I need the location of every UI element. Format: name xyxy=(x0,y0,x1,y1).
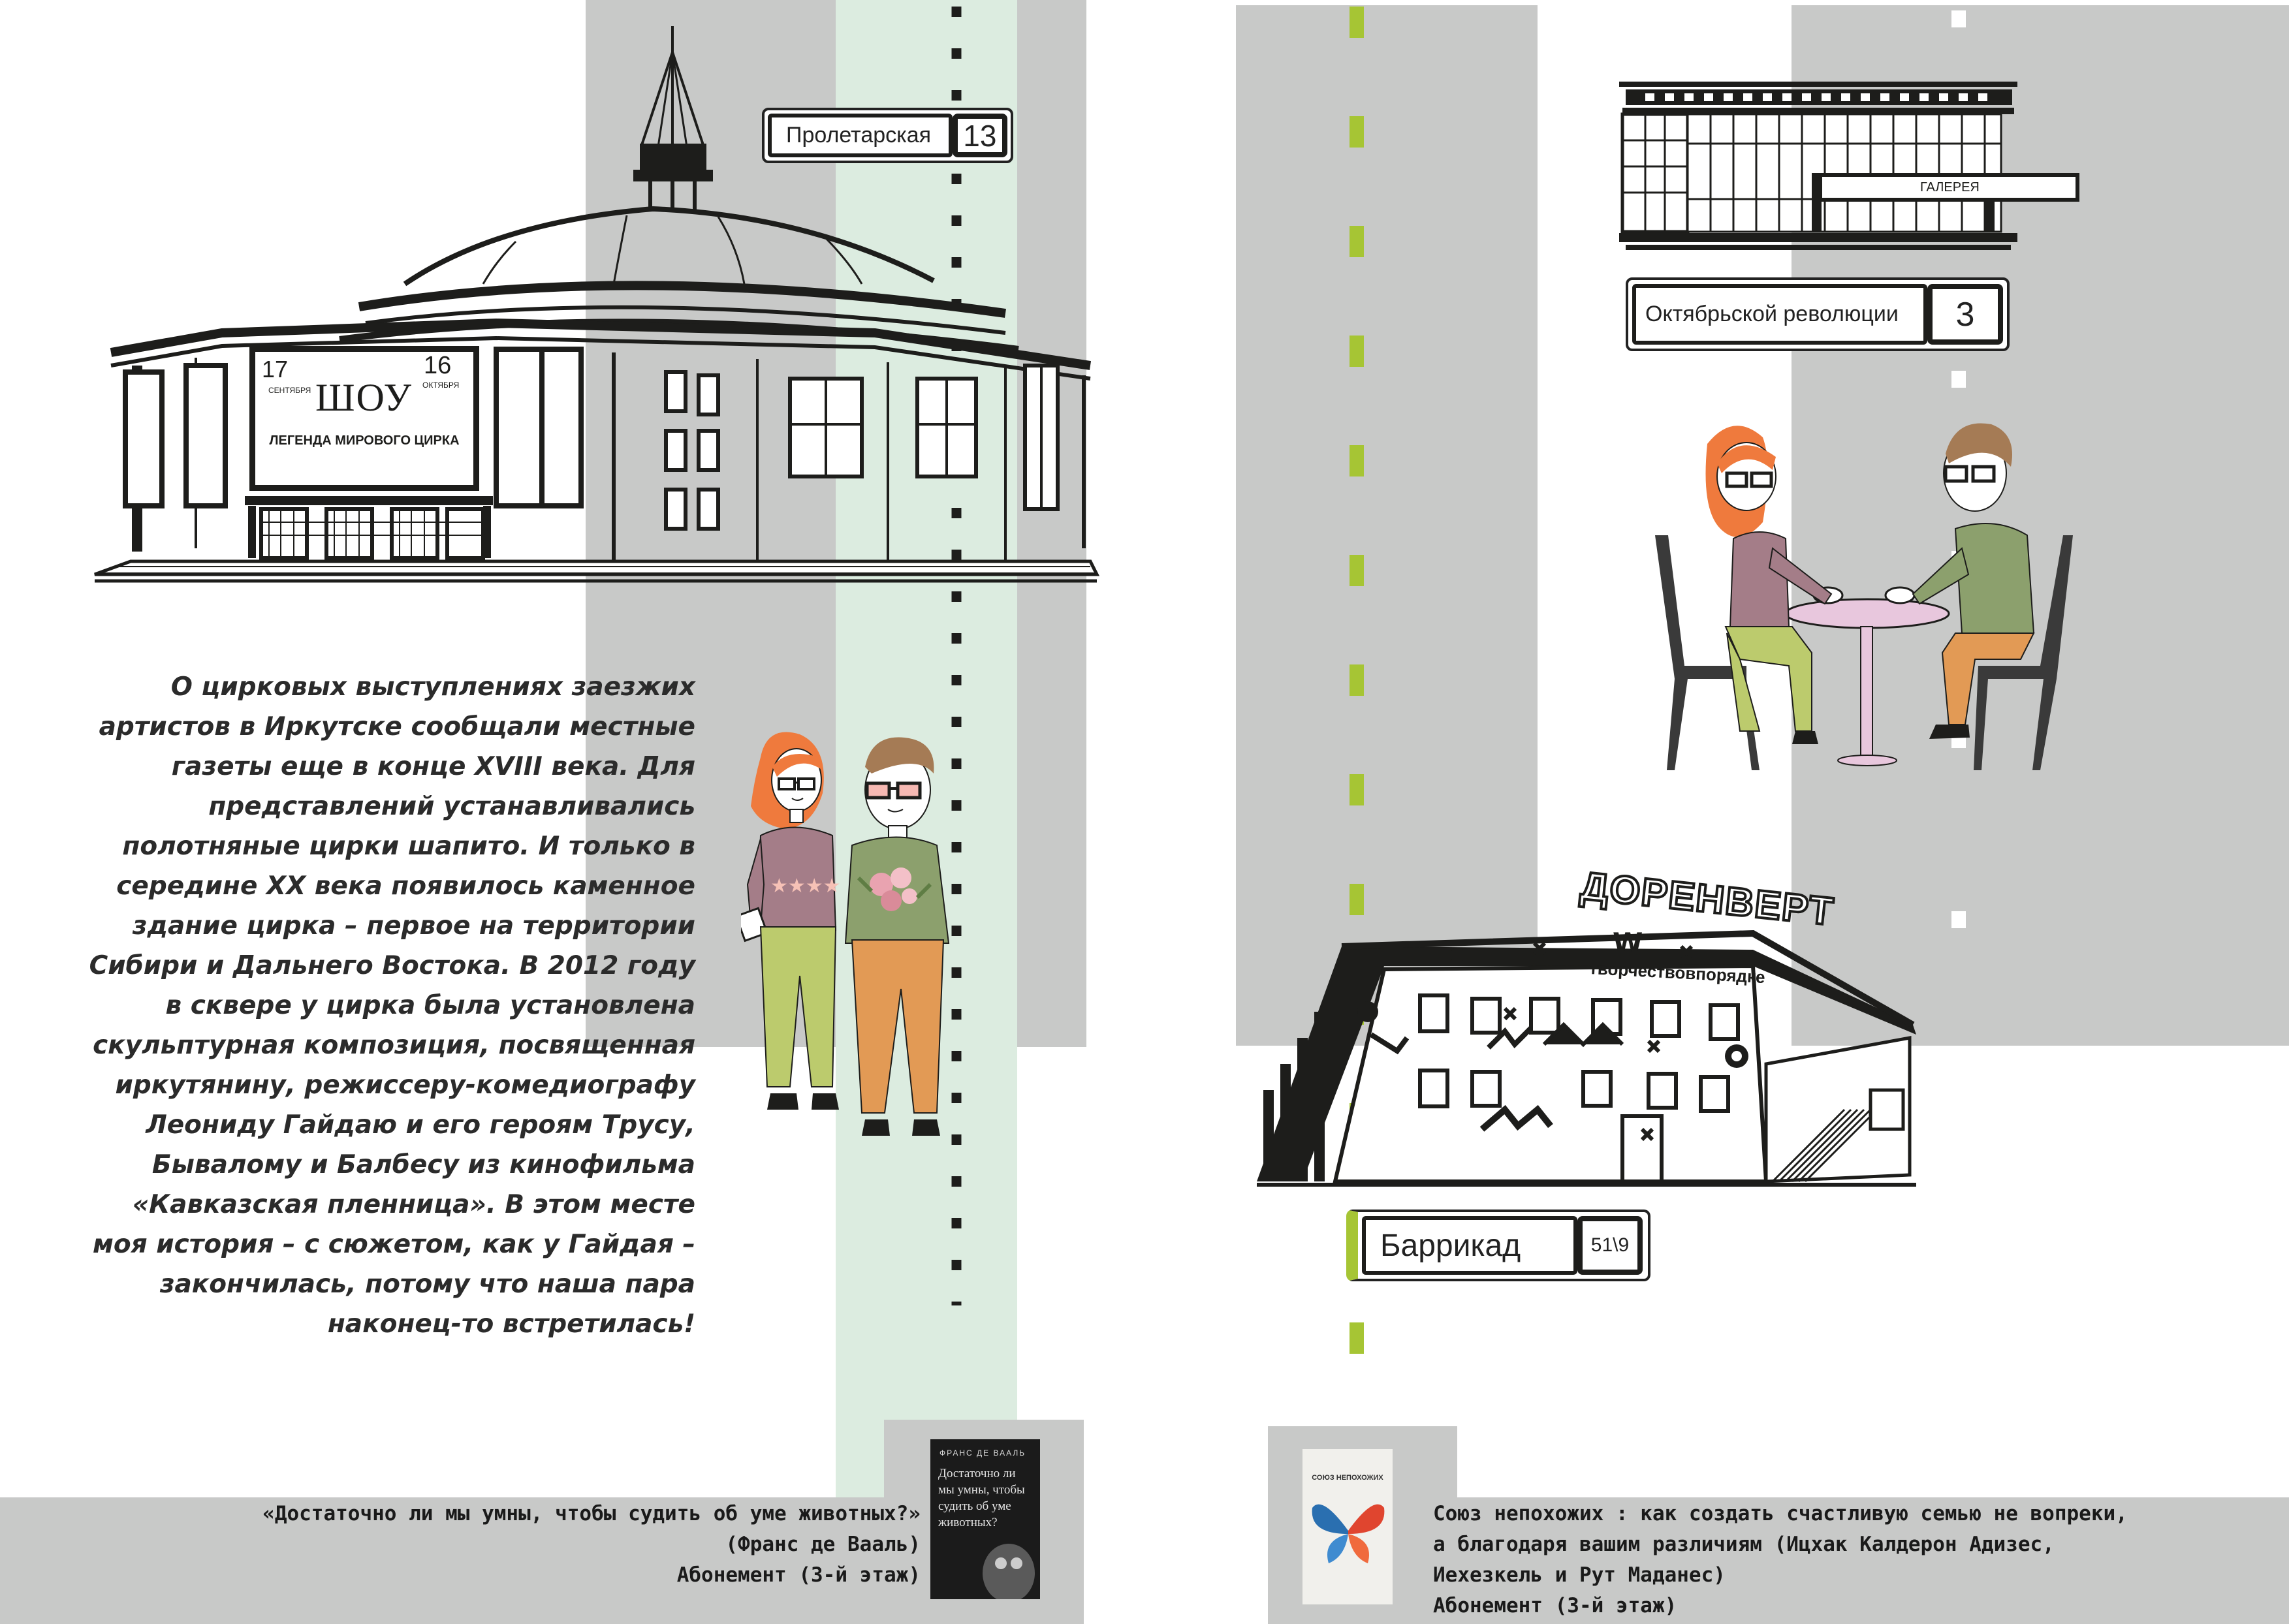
cafe-couple-illustration xyxy=(1649,418,2079,783)
book-cover-de-waal-title: Достаточно ли мы умны, чтобы судить об уме животных? xyxy=(938,1467,1025,1529)
street-sign-barrikad xyxy=(1346,1210,1650,1281)
street-sign-barrikad-name: Баррикад xyxy=(1362,1216,1577,1275)
dorenwert-roof-sign: ДОРЕНВЕРТ xyxy=(1578,863,1837,934)
right-book-citation xyxy=(1433,1499,2282,1621)
right-citation-line-3: Иехезкель и Рут Маданес) xyxy=(1433,1563,1726,1587)
book-cover-soyuz-title: СОЮЗ НЕПОХОЖИХ xyxy=(1312,1474,1383,1482)
book-cover-de-waal-author: ФРАНС ДЕ ВААЛЬ xyxy=(939,1448,1026,1458)
street-sign-proletarskaya-number: 13 xyxy=(953,114,1007,157)
left-citation-author: (Франс де Вааль) xyxy=(725,1533,921,1556)
poster-date2-day: 16 xyxy=(424,352,452,379)
standing-couple-illustration xyxy=(741,728,956,1165)
gallery-sign xyxy=(1818,173,2079,202)
poster-date1-day: 17 xyxy=(262,356,289,383)
owl-icon xyxy=(976,1534,1040,1599)
left-citation-location: Абонемент (3-й этаж) xyxy=(676,1563,921,1587)
left-citation-title: «Достаточно ли мы умны, чтобы судить об уме животных?» xyxy=(262,1502,921,1525)
street-sign-oktyabrskoy-revolyutsii xyxy=(1626,277,2010,351)
street-sign-oktyabrskoy-number: 3 xyxy=(1927,284,2003,345)
right-citation-location: Абонемент (3-й этаж) xyxy=(1433,1594,1677,1617)
poster-show-title: ШОУ xyxy=(315,376,413,419)
dorenwert-w-logo: W xyxy=(1613,927,1643,959)
butterfly-icon xyxy=(1309,1495,1387,1567)
book-cover-de-waal[interactable] xyxy=(930,1439,1040,1599)
right-citation-line-1: Союз непохожих : как создать счастливую семью не вопреки, xyxy=(1433,1502,2128,1525)
left-book-citation xyxy=(235,1499,921,1591)
poster-date2-month: ОКТЯБРЯ xyxy=(422,381,460,390)
book-cover-soyuz-nepohozhih[interactable] xyxy=(1302,1449,1393,1604)
poster-date1-month: СЕНТЯБРЯ xyxy=(268,386,311,395)
street-sign-barrikad-number: 51\9 xyxy=(1577,1216,1643,1275)
street-sign-proletarskaya xyxy=(762,108,1013,163)
svg-text:★★★★: ★★★★ xyxy=(770,875,841,898)
circus-show-poster xyxy=(249,346,479,491)
right-gray-band-left xyxy=(1236,5,1538,1046)
gallery-sign-text: ГАЛЕРЕЯ xyxy=(1920,180,1980,195)
street-sign-proletarskaya-name: Пролетарская xyxy=(768,114,953,157)
circus-story-paragraph: О цирковых выступлениях заезжих артистов в Иркутске сообщали местные газеты еще в конце XVIII века. Для представлений устанавливались полотняные цирки шапито. И только в середине XX века появилось каменное здание цирка – первое на территории Сибири и Дальнего Востока. В 2012 году в сквере у цирка была установлена скульптурная композиция, посвященная иркутянину, режиссеру-комедиографу Леониду Гайдаю и его героям Трусу, Бывалому и Балбесу из кинофильма «Кавказская пленница». В этом месте моя история – с сюжетом, как у Гайдая – закончилась, потому что наша пара наконец-то встретилась! xyxy=(89,672,695,1339)
dorenwert-slogan: творчествовпорядке xyxy=(1588,958,1766,988)
right-citation-line-2: а благодаря вашим различиям (Ицхак Калдерон Адизес, xyxy=(1433,1533,2055,1556)
dorenwert-building-illustration xyxy=(1257,894,1933,1191)
poster-subtitle: ЛЕГЕНДА МИРОВОГО ЦИРКА xyxy=(269,433,460,448)
street-sign-oktyabrskoy-name: Октябрьской революции xyxy=(1632,284,1927,345)
